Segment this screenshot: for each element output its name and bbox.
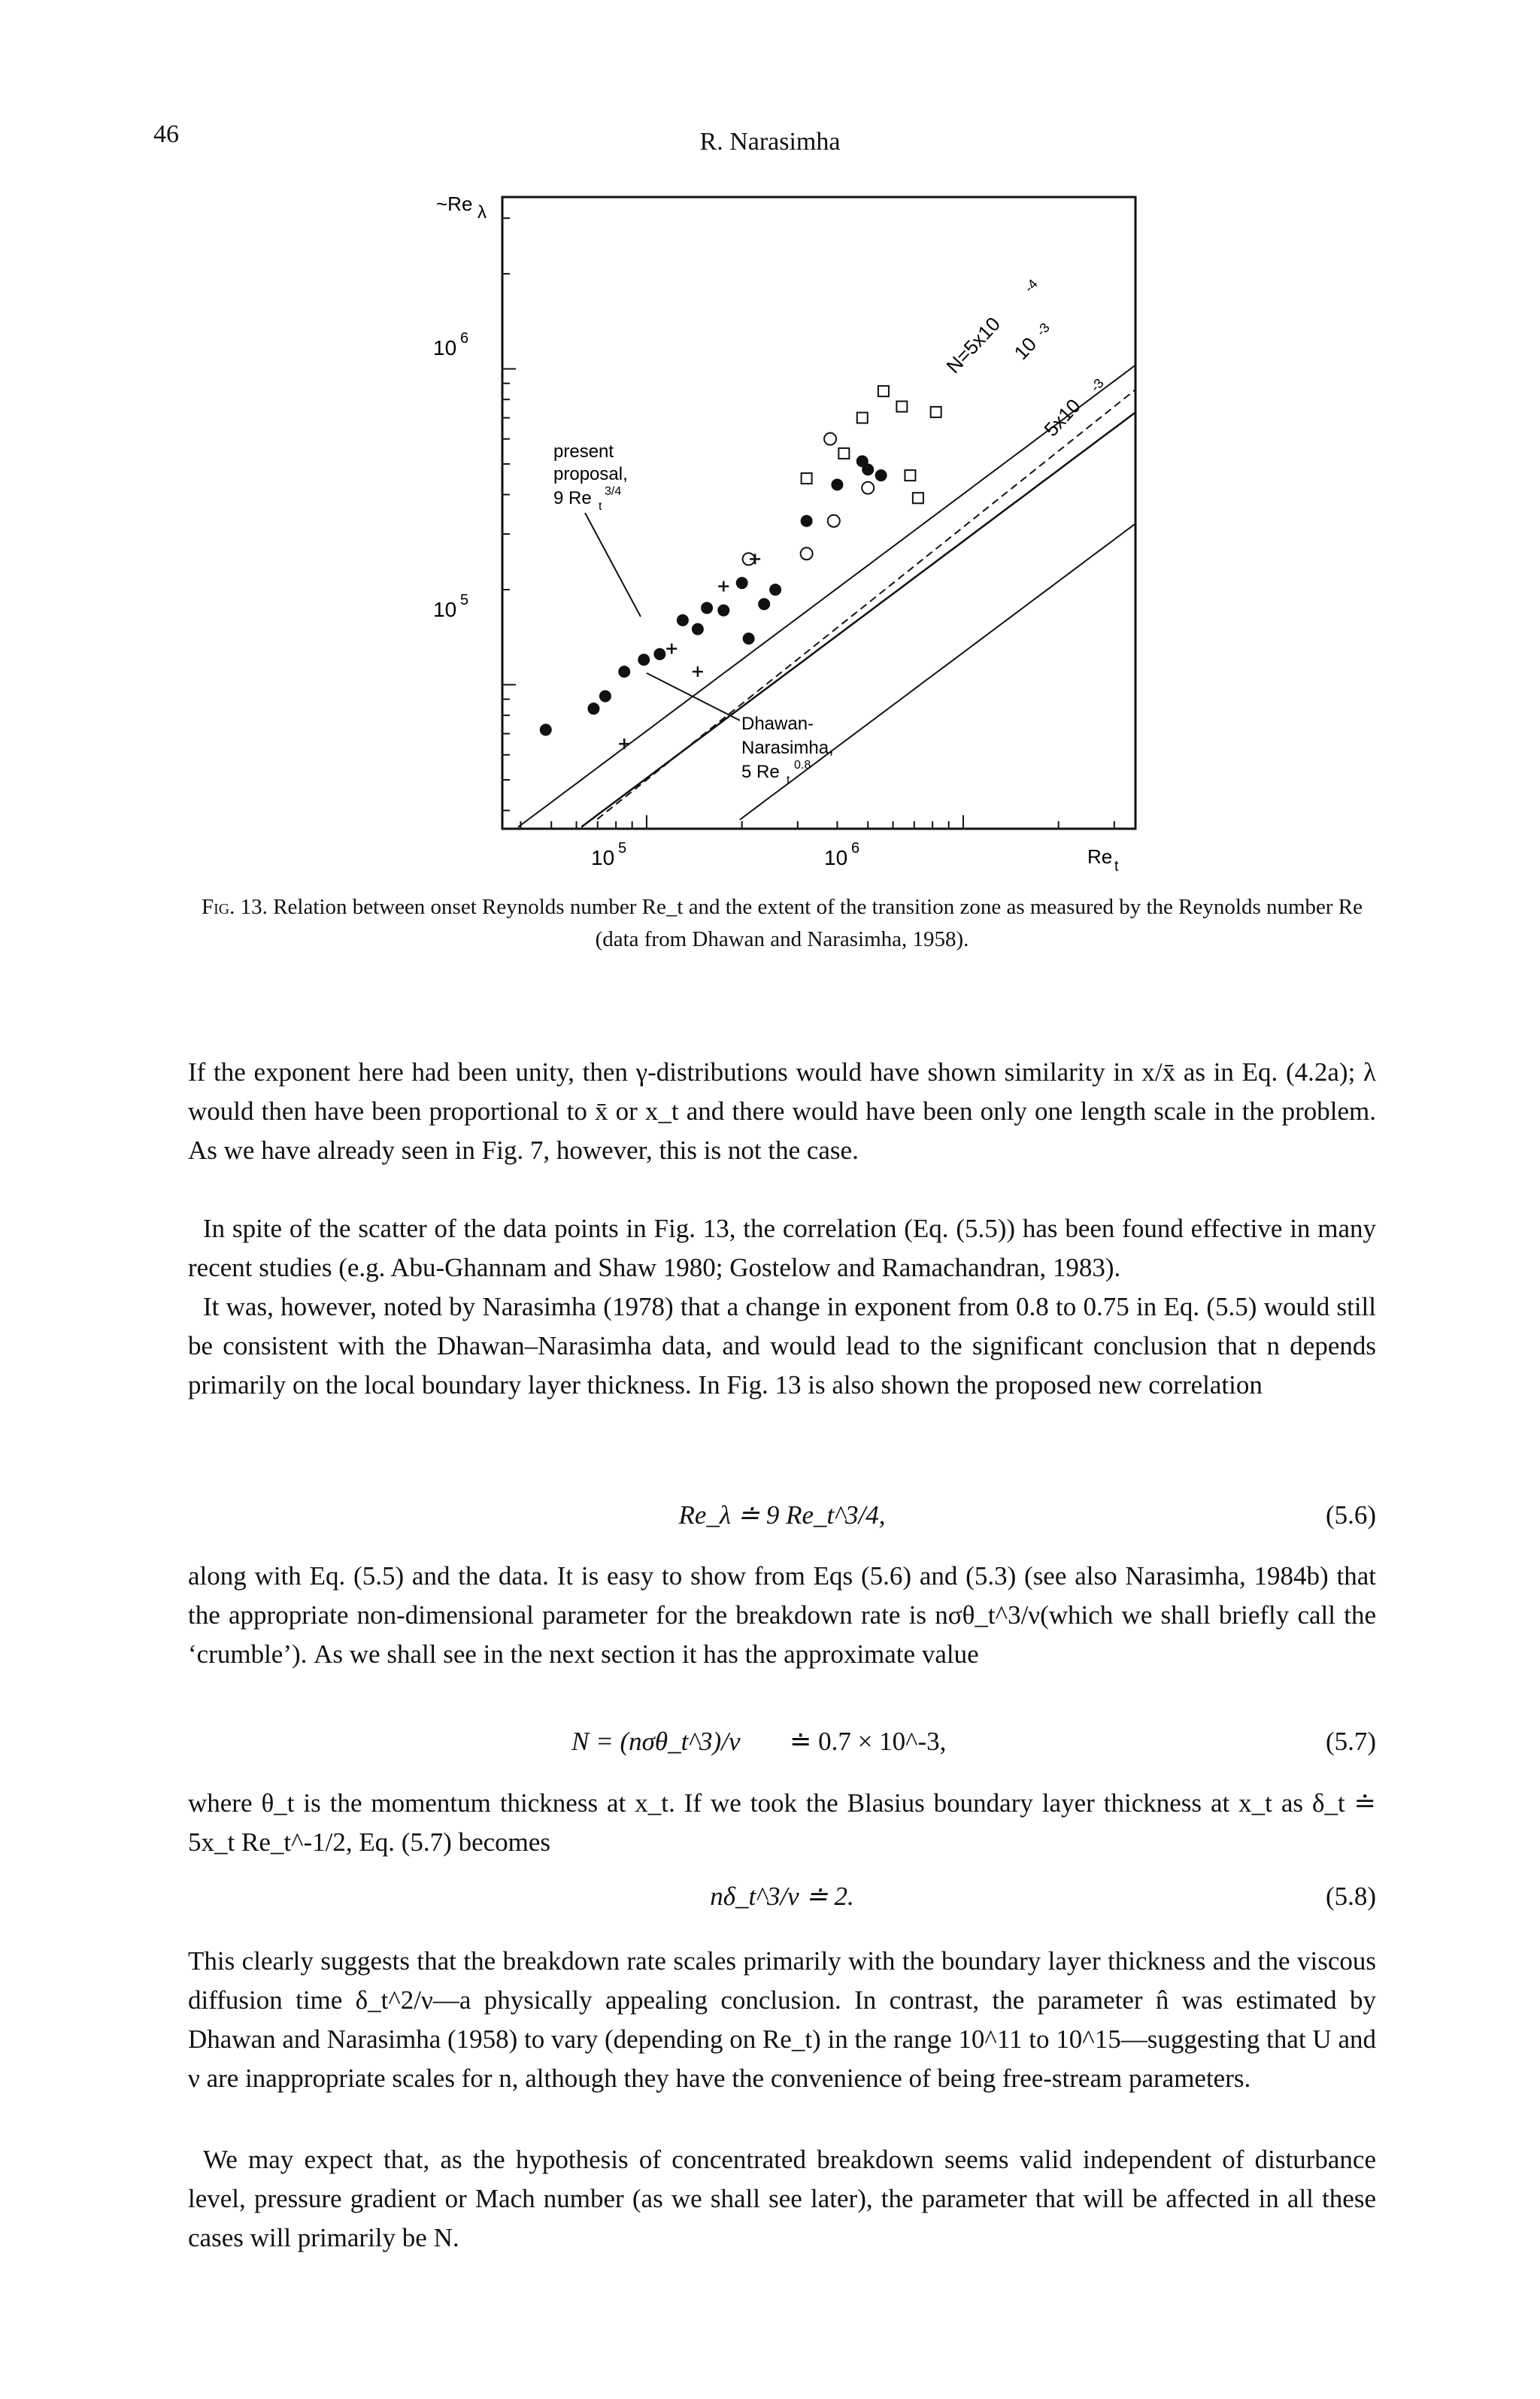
equation-5-8	[188, 1882, 1376, 1921]
data-point	[653, 648, 665, 660]
caption-label: Fig. 13.	[201, 895, 268, 919]
y-axis-label: ~Re	[436, 193, 473, 215]
svg-text:5 Re: 5 Re	[741, 762, 780, 782]
data-point	[857, 413, 868, 423]
data-point	[875, 469, 887, 481]
data-point	[905, 470, 915, 481]
x-tick-label-1e5-exp: 5	[618, 840, 627, 857]
data-point	[831, 478, 843, 490]
data-point	[913, 493, 923, 503]
data-point	[743, 632, 755, 644]
data-point	[931, 407, 941, 417]
data-point	[701, 602, 713, 614]
equation-5-7	[188, 1727, 1376, 1766]
data-point	[878, 386, 889, 396]
x-tick-label-1e5: 10	[591, 846, 615, 869]
data-point	[718, 581, 729, 592]
line-label-5e-3: 5x10	[1039, 394, 1085, 441]
y-tick-label-1e6-exp: 6	[460, 330, 469, 347]
paragraph-2: In spite of the scatter of the data points in Fig. 13, the correlation (Eq. (5.5)) has been found effective in many recent studies (e.g. Abu-Ghannam and Shaw 1980; Gostelow and Ramachandran, 1983).	[188, 1214, 1376, 1282]
data-point	[896, 402, 907, 412]
running-head: R. Narasimha	[699, 128, 841, 156]
x-tick-label-1e6: 10	[824, 846, 848, 869]
equation-5-8-body: nδ_t^3/ν ≐ 2.	[710, 1882, 854, 1911]
data-point	[599, 690, 611, 702]
equation-5-6	[188, 1500, 1376, 1539]
line-label-5e-3-exp: -3	[1087, 375, 1107, 395]
equation-5-7-lhs: N = (nσθ_t^3)/ν	[571, 1727, 741, 1756]
equation-5-6-body: Re_λ ≐ 9 Re_t^3/4,	[678, 1500, 886, 1530]
data-point	[618, 666, 630, 678]
svg-text:3/4: 3/4	[605, 485, 622, 498]
equation-5-8-number: (5.8)	[1325, 1882, 1376, 1911]
svg-text:0.8: 0.8	[794, 759, 811, 772]
data-point	[587, 702, 599, 714]
line-label-n5e-4: N=5x10	[941, 312, 1005, 378]
data-point	[717, 605, 729, 617]
y-tick-label-1e5-exp: 5	[460, 592, 469, 608]
data-point	[677, 614, 689, 626]
paragraph-3: It was, however, noted by Narasimha (1978) that a change in exponent from 0.8 to 0.75 in Eq. (5.5) would still be consistent with the Dhawan–Narasimha data, and would lead to the significant conclusion that n depends primarily on the local boundary layer thickness. In Fig. 13 is also shown the proposed new correlation	[188, 1292, 1376, 1400]
line-label-n5e-4-exp: -4	[1021, 276, 1041, 296]
data-point	[802, 473, 812, 484]
data-point	[638, 654, 650, 666]
plot-frame	[502, 197, 1135, 829]
svg-text:present: present	[553, 441, 614, 462]
caption-text: Relation between onset Reynolds number Re_t and the extent of the transition zone as measured by the Reynolds number Re (data from Dhawan and Narasimha, 1958).	[273, 895, 1363, 951]
y-axis-label-sub: λ	[477, 202, 487, 223]
paragraph-6: This clearly suggests that the breakdown rate scales primarily with the boundary layer thickness and the viscous diffusion time δ_t^2/ν—a physically appealing conclusion. In contrast, the parameter n̂ was estimated by Dhawan and Narasimha (1958) to vary (depending on Re_t) in the range 10^11 to 10^15—suggesting that U and ν are inappropriate scales for n, although they have the convenience of being free-stream parameters.	[188, 1946, 1376, 2093]
svg-text:Dhawan-: Dhawan-	[741, 714, 814, 734]
y-tick-label-1e5: 10	[433, 598, 457, 621]
equation-5-6-number: (5.6)	[1325, 1500, 1376, 1530]
data-point	[736, 577, 748, 589]
line-label-1e-3-exp: -3	[1033, 320, 1053, 339]
line-label-1e-3: 10	[1009, 332, 1041, 365]
paragraph-7: We may expect that, as the hypothesis of concentrated breakdown seems valid independent of disturbance level, pressure gradient or Mach number (as we shall see later), the parameter that will be affected in all these cases will primarily be N.	[188, 2145, 1376, 2252]
x-axis-label-sub: t	[1114, 858, 1119, 875]
data-point	[758, 598, 770, 610]
page-number: 46	[153, 120, 179, 148]
data-point	[824, 433, 836, 445]
svg-text:9 Re: 9 Re	[553, 488, 592, 508]
annotation-present-proposal	[553, 441, 641, 617]
figure-caption	[188, 891, 1376, 956]
data-point	[692, 623, 704, 635]
annotation-dhawan-narasimha	[647, 673, 834, 787]
x-tick-label-1e6-exp: 6	[851, 840, 860, 857]
paragraph-1: If the exponent here had been unity, then γ-distributions would have shown similarity in x/x̄ as in Eq. (4.2a); λ would then have been proportional to x̄ or x_t and there would have been only one length scale in the problem. As we have already seen in Fig. 7, however, this is not the case.	[188, 1057, 1376, 1165]
correlation-line-4	[740, 523, 1135, 820]
x-axis-label: Re	[1087, 845, 1113, 868]
svg-text:t: t	[787, 774, 790, 787]
data-point	[619, 739, 629, 749]
data-points	[540, 386, 941, 749]
correlation-line-3	[581, 412, 1135, 826]
equation-5-7-number: (5.7)	[1325, 1727, 1376, 1756]
data-point	[862, 463, 874, 475]
data-point	[801, 515, 813, 527]
paragraph-5: where θ_t is the momentum thickness at x_t. If we took the Blasius boundary layer thickness at x_t as δ_t ≐ 5x_t Re_t^-1/2, Eq. (5.7) becomes	[188, 1788, 1376, 1857]
y-tick-label-1e6: 10	[433, 336, 457, 359]
equation-5-7-rhs: ≐ 0.7 × 10^-3,	[790, 1727, 947, 1756]
figure-13-chart	[376, 173, 1173, 895]
data-point	[666, 644, 677, 654]
svg-text:proposal,: proposal,	[553, 464, 628, 484]
data-point	[801, 547, 813, 560]
data-point	[838, 448, 849, 459]
data-point	[862, 482, 874, 494]
paragraph-4: along with Eq. (5.5) and the data. It is easy to show from Eqs (5.6) and (5.3) (see also Narasimha, 1984b) that the appropriate non-dimensional parameter for the breakdown rate is nσθ_t^3/ν(which we shall briefly call the ‘crumble’). As we shall see in the next section it has the approximate value	[188, 1561, 1376, 1669]
svg-text:Narasimha,: Narasimha,	[741, 738, 834, 758]
svg-text:t: t	[599, 500, 602, 513]
data-point	[540, 723, 552, 735]
data-point	[693, 666, 703, 677]
data-point	[828, 515, 840, 527]
data-point	[769, 584, 781, 596]
